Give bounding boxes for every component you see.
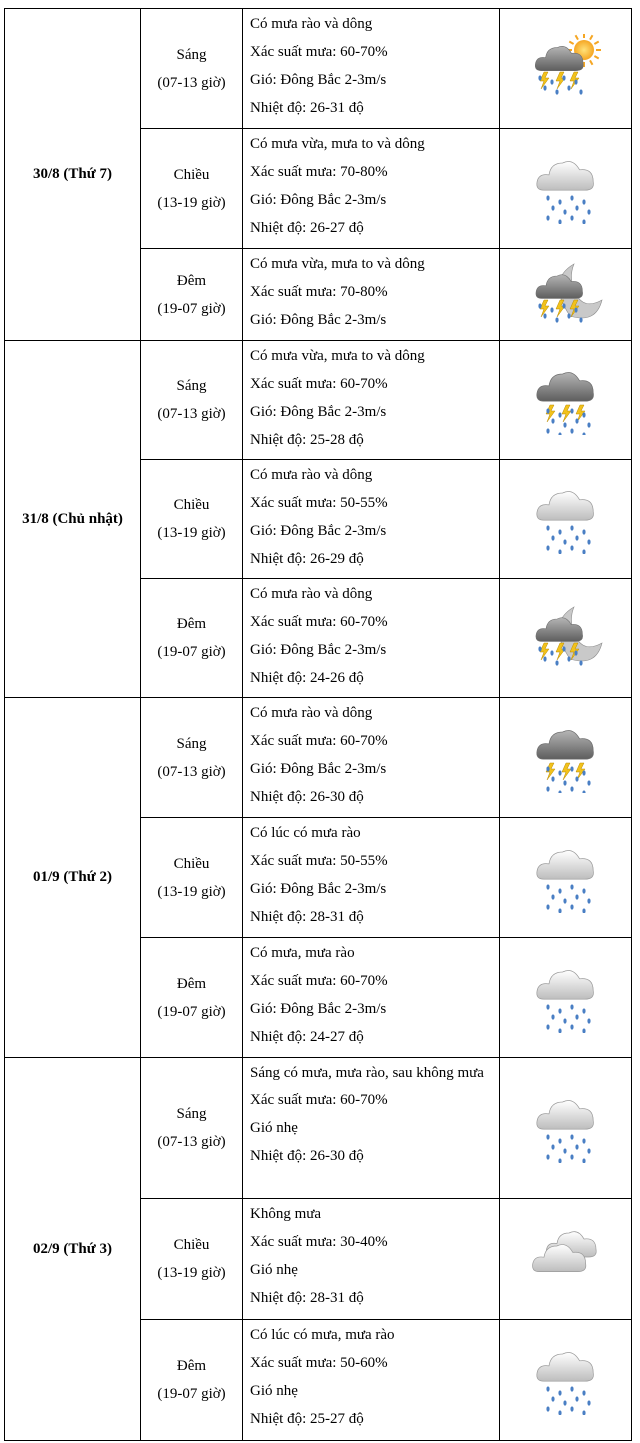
cloud-rain-icon (526, 843, 606, 913)
raindrop (567, 85, 570, 90)
cloud-rain-icon (526, 154, 606, 224)
period-hours: (19-07 giờ) (157, 300, 226, 317)
raindrop (563, 422, 566, 427)
detail-line: Nhiệt độ: 25-27 độ (250, 1411, 364, 1427)
period-cell (141, 818, 243, 938)
raindrop (562, 646, 565, 651)
detail-line: Sáng có mưa, mưa rào, sau không mưa (250, 1065, 484, 1081)
forecast-details (243, 1199, 500, 1320)
weather-icon-cell (500, 698, 632, 818)
raindrop (582, 432, 585, 435)
period-cell (141, 698, 243, 818)
detail-line: Xác suất mưa: 60-70% (250, 44, 388, 60)
day-label: 01/9 (Thứ 2) (5, 698, 141, 1058)
raindrop (550, 307, 553, 312)
period-cell (141, 9, 243, 129)
raindrop (550, 79, 553, 84)
raindrop (587, 1148, 590, 1153)
raindrop (558, 549, 561, 554)
raindrop (546, 766, 549, 771)
raindrop (546, 1134, 549, 1139)
weather-icon-cell (500, 1058, 632, 1199)
period-name: Sáng (176, 46, 207, 63)
raindrop (575, 418, 578, 423)
weather-icon-cell (500, 249, 632, 341)
raindrop (558, 1138, 561, 1143)
detail-line: Gió nhẹ (250, 1120, 298, 1136)
cloud (536, 850, 593, 879)
forecast-row (5, 698, 632, 818)
raindrop (551, 205, 554, 210)
cloud (536, 970, 593, 999)
detail-line: Xác suất mưa: 50-60% (250, 1355, 388, 1371)
cloud (536, 1100, 593, 1129)
period-hours: (19-07 giờ) (157, 644, 226, 660)
raindrop (546, 1154, 549, 1159)
period-hours: (07-13 giờ) (157, 406, 226, 422)
cloud-rain-icon (526, 1093, 606, 1163)
detail-line: Nhiệt độ: 26-30 độ (250, 1148, 364, 1164)
raindrop (575, 894, 578, 899)
raindrop (582, 908, 585, 913)
period-hours: (13-19 giờ) (157, 194, 226, 211)
raindrop (570, 884, 573, 889)
period-cell (141, 938, 243, 1058)
moon-cloud-thunder-icon (526, 603, 606, 673)
raindrop (575, 1396, 578, 1401)
detail-line: Có lúc có mưa rào (250, 825, 361, 841)
raindrop (555, 317, 558, 322)
weather-icon-cell (500, 9, 632, 129)
cloud (535, 274, 582, 298)
raindrop (582, 1138, 585, 1143)
raindrop (546, 428, 549, 433)
detail-line: Nhiệt độ: 28-31 độ (250, 909, 364, 925)
raindrop (546, 1024, 549, 1029)
forecast-details (243, 341, 500, 460)
detail-line: Có lúc có mưa, mưa rào (250, 1327, 395, 1343)
raindrop (579, 660, 582, 665)
raindrop (543, 656, 546, 661)
raindrop (582, 770, 585, 775)
weather-icon-cell (500, 129, 632, 249)
period-hours: (19-07 giờ) (157, 1386, 226, 1402)
raindrop (550, 650, 553, 655)
lightning-bolt (570, 72, 579, 89)
raindrop (582, 1410, 585, 1415)
raindrop (567, 656, 570, 661)
forecast-details (243, 1320, 500, 1441)
lightning-bolt (562, 763, 571, 780)
period-name: Sáng (176, 378, 207, 394)
raindrop (587, 780, 590, 785)
raindrop (570, 1004, 573, 1009)
detail-line: Xác suất mưa: 70-80% (250, 284, 388, 300)
period-name: Đêm (176, 975, 207, 992)
raindrop (558, 908, 561, 913)
raindrop (551, 1144, 554, 1149)
raindrop (562, 303, 565, 308)
raindrop (543, 313, 546, 318)
raindrop (562, 75, 565, 80)
detail-line: Gió: Đông Bắc 2-3m/s (250, 1001, 387, 1017)
raindrop (563, 1018, 566, 1023)
raindrop (546, 408, 549, 413)
raindrop (555, 660, 558, 665)
raindrop (587, 1018, 590, 1023)
raindrop (543, 85, 546, 90)
raindrop (538, 75, 541, 80)
raindrop (551, 418, 554, 423)
detail-line: Có mưa rào và dông (250, 467, 373, 483)
detail-line: Gió: Đông Bắc 2-3m/s (250, 642, 387, 658)
period-name: Sáng (176, 735, 207, 752)
raindrop (582, 529, 585, 534)
cloud (536, 161, 593, 190)
raindrop (582, 412, 585, 417)
raindrop (570, 1154, 573, 1159)
cloud-thunder-rain-icon (526, 723, 606, 793)
raindrop (546, 904, 549, 909)
raindrop (558, 1390, 561, 1395)
raindrop (582, 1390, 585, 1395)
raindrop (582, 1158, 585, 1163)
detail-line: Nhiệt độ: 26-31 độ (250, 100, 364, 116)
forecast-details (243, 818, 500, 938)
raindrop (570, 195, 573, 200)
raindrop (551, 1014, 554, 1019)
period-name: Đêm (176, 1358, 207, 1374)
detail-line: Có mưa vừa, mưa to và dông (250, 348, 425, 364)
period-name: Chiều (173, 1237, 210, 1253)
detail-line: Gió: Đông Bắc 2-3m/s (250, 881, 387, 897)
period-name: Đêm (176, 272, 207, 289)
detail-line: Xác suất mưa: 50-55% (250, 853, 388, 869)
cloud-rain-icon (526, 1345, 606, 1415)
period-cell (141, 249, 243, 341)
raindrop (570, 1024, 573, 1029)
detail-line: Có mưa rào và dông (250, 16, 373, 32)
raindrop (546, 1406, 549, 1411)
raindrop (538, 303, 541, 308)
detail-line: Nhiệt độ: 24-27 độ (250, 1029, 364, 1045)
forecast-details (243, 249, 500, 341)
raindrop (563, 1148, 566, 1153)
weather-icon-cell (500, 1320, 632, 1441)
raindrop (574, 79, 577, 84)
forecast-details (243, 129, 500, 249)
detail-line: Xác suất mưa: 60-70% (250, 614, 388, 630)
cloud (535, 618, 582, 642)
period-hours: (13-19 giờ) (157, 525, 226, 541)
raindrop (570, 215, 573, 220)
period-hours: (07-13 giờ) (157, 763, 226, 780)
raindrop (575, 776, 578, 781)
detail-line: Không mưa (250, 1206, 322, 1222)
detail-line: Có mưa rào và dông (250, 705, 373, 721)
detail-line: Nhiệt độ: 24-26 độ (250, 670, 364, 686)
period-name: Đêm (176, 616, 207, 632)
lightning-bolt (562, 405, 571, 422)
weather-icon-cell (500, 818, 632, 938)
weather-icon-cell (500, 579, 632, 698)
raindrop (558, 412, 561, 417)
weather-icon-cell (500, 341, 632, 460)
detail-line: Có mưa vừa, mưa to và dông (250, 256, 425, 272)
raindrop (582, 888, 585, 893)
raindrop (575, 1144, 578, 1149)
raindrop (570, 1406, 573, 1411)
raindrop (551, 894, 554, 899)
forecast-row (5, 9, 632, 129)
detail-line: Gió: Đông Bắc 2-3m/s (250, 192, 387, 208)
detail-line: Nhiệt độ: 25-28 độ (250, 432, 364, 448)
raindrop (558, 770, 561, 775)
raindrop (570, 904, 573, 909)
raindrop (558, 1410, 561, 1415)
period-cell (141, 1320, 243, 1441)
raindrop (582, 199, 585, 204)
raindrop (570, 766, 573, 771)
raindrop (587, 898, 590, 903)
raindrop (582, 790, 585, 793)
period-cell (141, 1199, 243, 1320)
raindrop (579, 317, 582, 322)
forecast-details (243, 698, 500, 818)
raindrop (563, 209, 566, 214)
weather-icon-cell (500, 460, 632, 579)
day-label: 02/9 (Thứ 3) (5, 1058, 141, 1441)
detail-line: Xác suất mưa: 30-40% (250, 1234, 388, 1250)
detail-line: Gió: Đông Bắc 2-3m/s (250, 72, 387, 88)
detail-line: Gió: Đông Bắc 2-3m/s (250, 312, 387, 328)
detail-line: Nhiệt độ: 26-29 độ (250, 551, 364, 567)
raindrop (551, 535, 554, 540)
raindrop (582, 549, 585, 554)
raindrop (570, 1386, 573, 1391)
raindrop (570, 786, 573, 791)
period-hours: (07-13 giờ) (157, 74, 226, 91)
detail-line: Gió nhẹ (250, 1383, 298, 1399)
raindrop (575, 535, 578, 540)
detail-line: Gió nhẹ (250, 1262, 298, 1278)
detail-line: Nhiệt độ: 26-30 độ (250, 789, 364, 805)
detail-line: Gió: Đông Bắc 2-3m/s (250, 761, 387, 777)
weather-icon-cell (500, 938, 632, 1058)
period-cell (141, 460, 243, 579)
raindrop (546, 884, 549, 889)
raindrop (558, 199, 561, 204)
raindrop (570, 408, 573, 413)
detail-line: Nhiệt độ: 28-31 độ (250, 1290, 364, 1306)
raindrop (574, 307, 577, 312)
raindrop (567, 313, 570, 318)
raindrop (551, 1396, 554, 1401)
detail-line: Nhiệt độ: 26-27 độ (250, 220, 364, 236)
raindrop (563, 539, 566, 544)
period-cell (141, 341, 243, 460)
raindrop (582, 1028, 585, 1033)
sun-cloud-thunder-rain-icon (526, 34, 606, 104)
raindrop (579, 89, 582, 94)
forecast-row (5, 341, 632, 460)
detail-line: Xác suất mưa: 60-70% (250, 376, 388, 392)
detail-line: Gió: Đông Bắc 2-3m/s (250, 404, 387, 420)
detail-line: Có mưa rào và dông (250, 586, 373, 602)
day-label: 31/8 (Chủ nhật) (5, 341, 141, 698)
period-hours: (19-07 giờ) (157, 1003, 226, 1020)
raindrop (582, 1008, 585, 1013)
raindrop (558, 1158, 561, 1163)
period-name: Sáng (176, 1106, 207, 1122)
raindrop (558, 219, 561, 224)
raindrop (587, 422, 590, 427)
raindrop (587, 539, 590, 544)
cloud (536, 1352, 593, 1381)
forecast-details (243, 1058, 500, 1199)
raindrop (558, 432, 561, 435)
period-hours: (13-19 giờ) (157, 883, 226, 900)
raindrop (546, 786, 549, 791)
raindrop (558, 1028, 561, 1033)
cloud (536, 372, 593, 401)
raindrop (538, 646, 541, 651)
detail-line: Gió: Đông Bắc 2-3m/s (250, 523, 387, 539)
raindrop (587, 209, 590, 214)
forecast-details (243, 460, 500, 579)
period-cell (141, 129, 243, 249)
period-cell (141, 1058, 243, 1199)
raindrop (563, 898, 566, 903)
period-name: Chiều (173, 497, 210, 513)
forecast-table (4, 8, 632, 1441)
raindrop (587, 1400, 590, 1405)
period-hours: (07-13 giờ) (157, 1134, 226, 1150)
detail-line: Xác suất mưa: 50-55% (250, 495, 388, 511)
period-cell (141, 579, 243, 698)
detail-line: Có mưa vừa, mưa to và dông (250, 136, 425, 152)
moon-cloud-thunder-icon (526, 260, 606, 330)
raindrop (574, 650, 577, 655)
raindrop (570, 1134, 573, 1139)
raindrop (582, 219, 585, 224)
raindrop (575, 205, 578, 210)
weather-icon-cell (500, 1199, 632, 1320)
raindrop (546, 195, 549, 200)
raindrop (546, 1386, 549, 1391)
period-name: Chiều (173, 166, 210, 183)
detail-line: Xác suất mưa: 70-80% (250, 164, 388, 180)
cloud-rain-icon (526, 484, 606, 554)
raindrop (551, 776, 554, 781)
detail-line: Xác suất mưa: 60-70% (250, 733, 388, 749)
detail-line: Có mưa, mưa rào (250, 945, 355, 961)
forecast-details (243, 9, 500, 129)
raindrop (570, 525, 573, 530)
raindrop (558, 888, 561, 893)
day-label: 30/8 (Thứ 7) (5, 9, 141, 341)
forecast-container (4, 8, 631, 1441)
cloud-thunder-rain-icon (526, 365, 606, 435)
cloud (536, 730, 593, 759)
period-hours: (13-19 giờ) (157, 1265, 226, 1281)
raindrop (546, 1004, 549, 1009)
raindrop (570, 428, 573, 433)
raindrop (575, 1014, 578, 1019)
raindrop (546, 215, 549, 220)
forecast-details (243, 938, 500, 1058)
forecast-row (5, 1058, 632, 1199)
forecast-details (243, 579, 500, 698)
raindrop (546, 525, 549, 530)
raindrop (558, 529, 561, 534)
clouds-icon (526, 1224, 606, 1294)
raindrop (563, 780, 566, 785)
raindrop (558, 790, 561, 793)
raindrop (546, 545, 549, 550)
raindrop (555, 89, 558, 94)
raindrop (563, 1400, 566, 1405)
cloud-rain-icon (526, 963, 606, 1033)
detail-line: Xác suất mưa: 60-70% (250, 973, 388, 989)
period-name: Chiều (173, 855, 210, 872)
detail-line: Xác suất mưa: 60-70% (250, 1092, 388, 1108)
raindrop (570, 545, 573, 550)
cloud (536, 491, 593, 520)
raindrop (558, 1008, 561, 1013)
